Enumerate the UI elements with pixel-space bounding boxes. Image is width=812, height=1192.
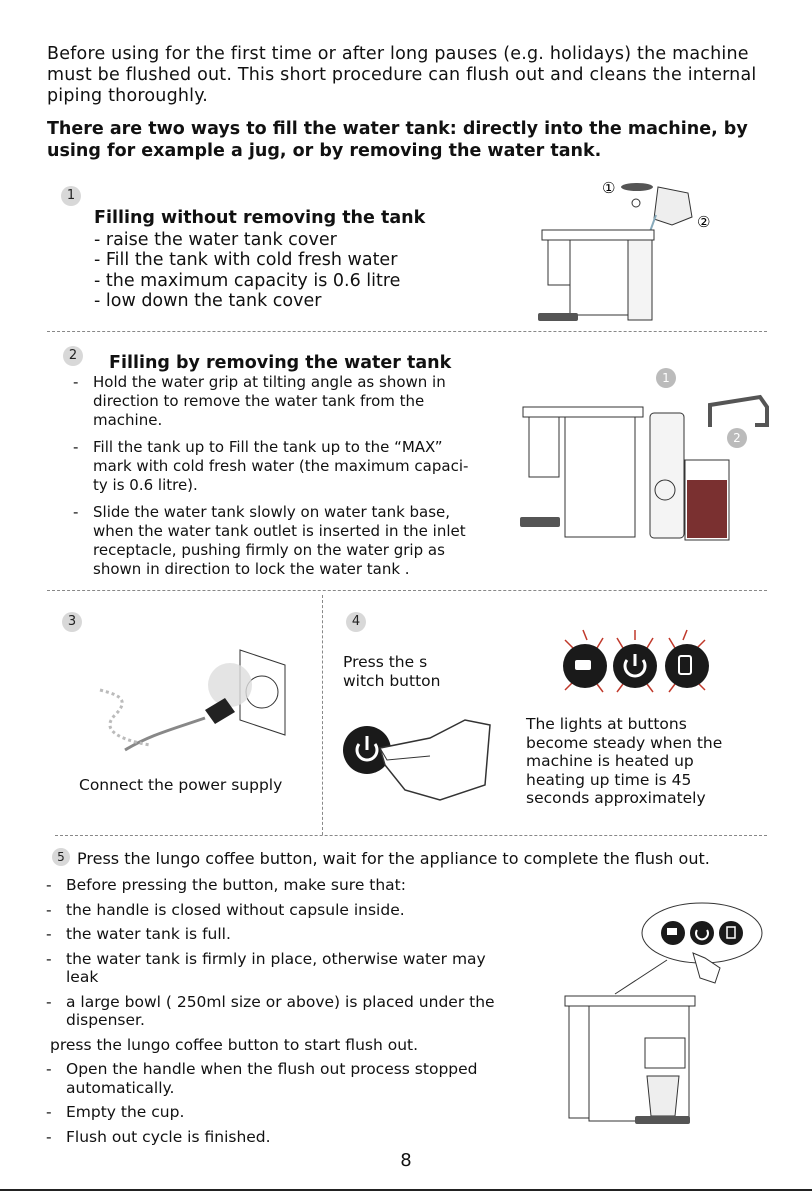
list-item: - Slide the water tank slowly on water tank base, when the water tank outlet is inserted in the inlet receptacle, pushing firmly on the water grip as shown in direction to lock the water tank . bbox=[73, 503, 466, 578]
section2-bullets bbox=[47, 373, 468, 579]
list-item: - Open the handle when the flush out process stopped automatically. bbox=[46, 1060, 478, 1097]
callout-2: 2 bbox=[733, 431, 741, 445]
tank-removal-illustration bbox=[515, 365, 780, 545]
section4-note: The lights at buttons become steady when the machine is heated up heating up time is 45 seconds approximately bbox=[526, 715, 723, 807]
section1-heading: Filling without removing the tank bbox=[94, 208, 426, 228]
list-item: - low down the tank cover bbox=[94, 291, 322, 312]
flush-out-machine-illustration bbox=[555, 898, 770, 1130]
divider bbox=[47, 331, 767, 332]
intro-bold-paragraph: There are two ways to fill the water tank: directly into the machine, by using for example a jug, or by removing the water tank. bbox=[47, 119, 748, 161]
page-number: 8 bbox=[400, 1150, 412, 1171]
lungo-button-icon bbox=[665, 644, 709, 688]
section3-caption: Connect the power supply bbox=[79, 776, 283, 794]
list-item: - Fill the tank with cold fresh water bbox=[94, 250, 398, 271]
list-item: - the water tank is full. bbox=[46, 925, 231, 943]
power-plug-illustration bbox=[90, 640, 300, 760]
section5-intro: Press the lungo coffee button, wait for the appliance to complete the flush out. bbox=[77, 849, 710, 868]
step-number-3: 3 bbox=[62, 612, 82, 632]
machine-filling-illustration bbox=[530, 175, 730, 330]
hand-pressing-button-illustration bbox=[335, 710, 515, 820]
list-item: - a large bowl ( 250ml size or above) is placed under the dispenser. bbox=[46, 992, 495, 1029]
step-number-1: 1 bbox=[61, 186, 81, 206]
section2-heading: Filling by removing the water tank bbox=[109, 353, 452, 373]
section1-bullets bbox=[94, 230, 400, 312]
divider bbox=[55, 835, 767, 836]
control-buttons-illustration bbox=[555, 628, 725, 703]
list-item: - raise the water tank cover bbox=[94, 230, 337, 250]
list-item: - Before pressing the button, make sure that: bbox=[46, 876, 406, 894]
list-item: - the water tank is firmly in place, otherwise water may leak bbox=[46, 949, 486, 986]
callout-1: 1 bbox=[662, 371, 670, 385]
list-item: - Hold the water grip at tilting angle as shown in direction to remove the water tank from the machine. bbox=[73, 373, 446, 429]
section5-checklist bbox=[46, 876, 495, 1146]
step-number-4: 4 bbox=[346, 612, 366, 632]
step-number-5: 5 bbox=[52, 848, 70, 866]
section4-instruction: Press the s witch button bbox=[343, 653, 441, 690]
list-item: - Empty the cup. bbox=[46, 1103, 185, 1121]
vertical-divider bbox=[322, 595, 323, 835]
list-item: - Fill the tank up to Fill the tank up to the “MAX” mark with cold fresh water (the maximum capaci- ty is 0.6 litre). bbox=[73, 438, 469, 494]
list-item: - Flush out cycle is finished. bbox=[46, 1127, 271, 1146]
bottom-rule bbox=[0, 1189, 812, 1191]
callout-1: ① bbox=[602, 179, 616, 197]
intro-paragraph: Before using for the first time or after long pauses (e.g. holidays) the machine must be flushed out. This short procedure can flush out and cleans the internal piping thoroughly. bbox=[47, 44, 757, 106]
list-item: press the lungo coffee button to start flush out. bbox=[50, 1035, 419, 1054]
list-item: - the handle is closed without capsule inside. bbox=[46, 900, 405, 919]
list-item: - the maximum capacity is 0.6 litre bbox=[94, 270, 401, 291]
callout-2: ② bbox=[697, 213, 711, 231]
step-number-2: 2 bbox=[63, 346, 83, 366]
divider bbox=[47, 590, 767, 591]
